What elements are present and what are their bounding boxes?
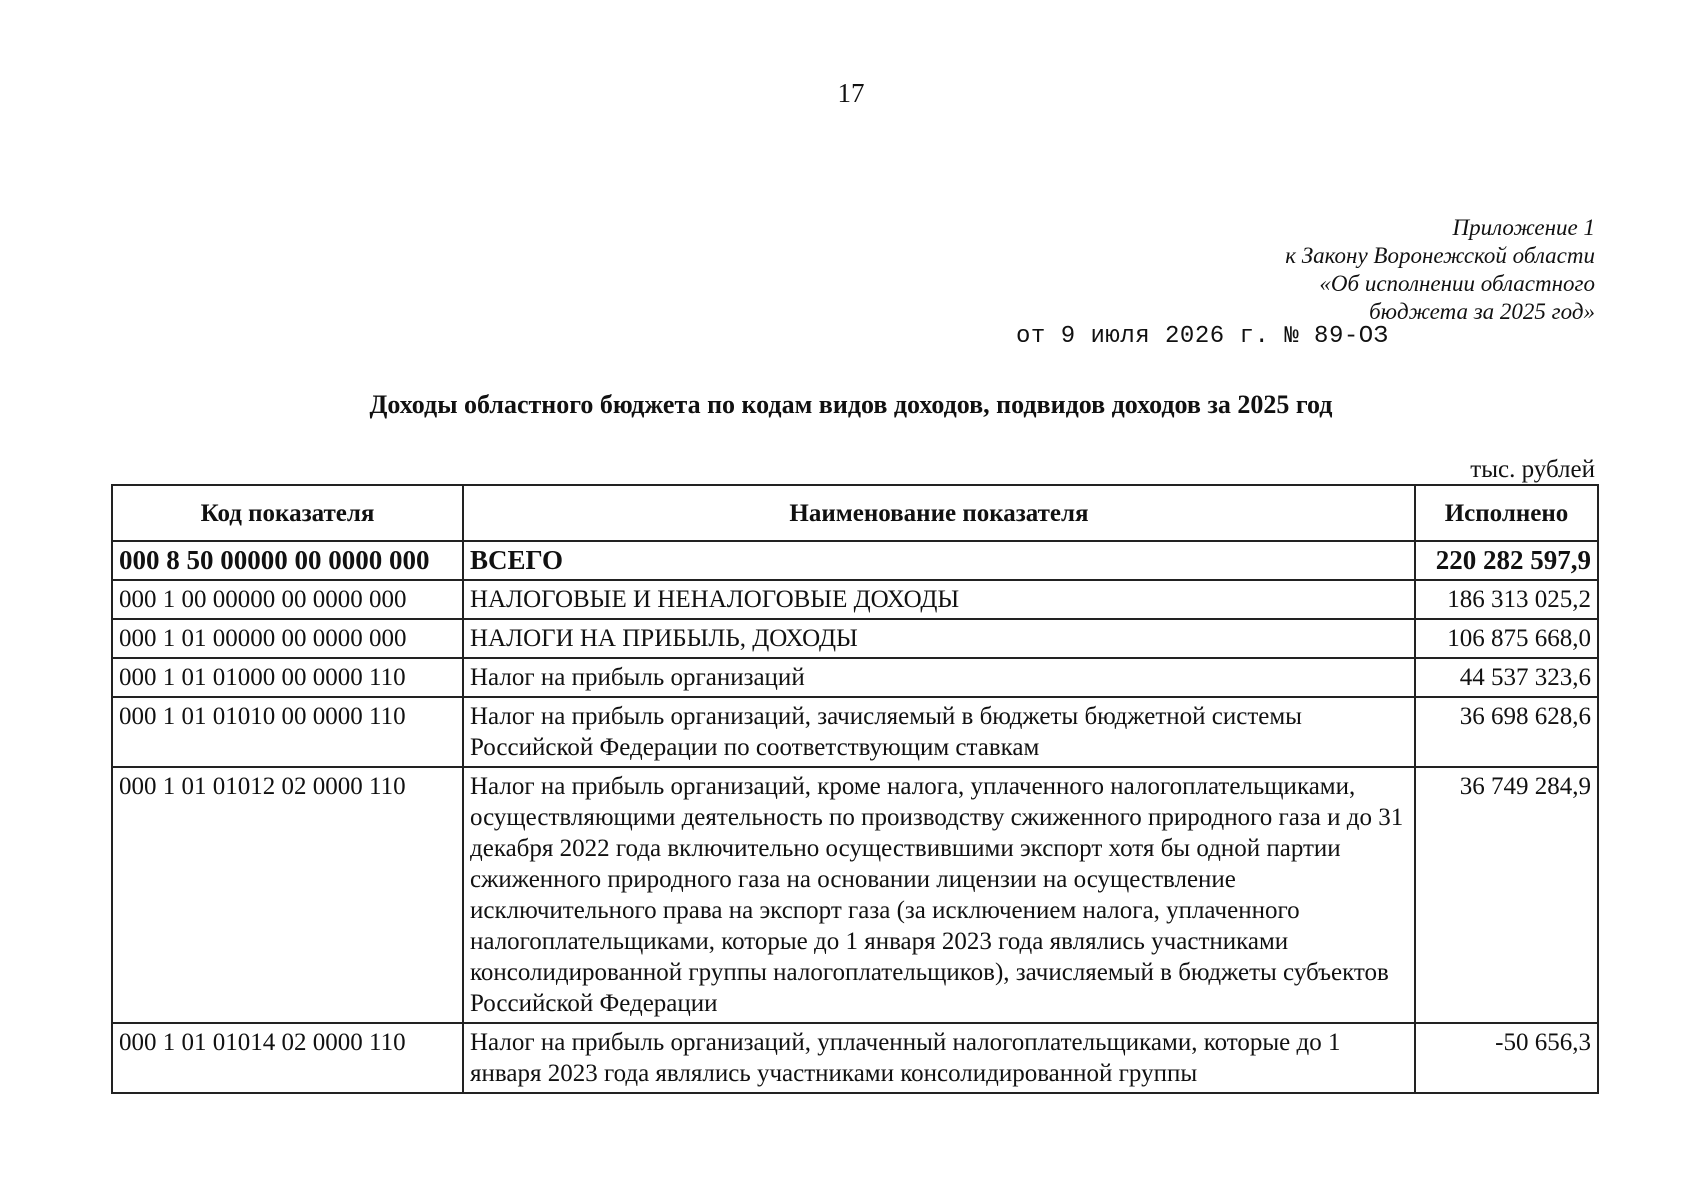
cell-code: 000 1 01 01010 00 0000 110 bbox=[112, 697, 463, 767]
appendix-line: Приложение 1 bbox=[1452, 215, 1595, 240]
cell-value: 44 537 323,6 bbox=[1415, 658, 1598, 697]
cell-name: Налог на прибыль организаций bbox=[463, 658, 1415, 697]
cell-code: 000 1 01 01012 02 0000 110 bbox=[112, 767, 463, 1023]
header-name: Наименование показателя bbox=[463, 485, 1415, 541]
appendix-block bbox=[1285, 214, 1595, 326]
header-value: Исполнено bbox=[1415, 485, 1598, 541]
table-row bbox=[112, 697, 1598, 767]
appendix-line: «Об исполнении областного bbox=[1319, 271, 1595, 296]
cell-code: 000 1 01 00000 00 0000 000 bbox=[112, 619, 463, 658]
header-code: Код показателя bbox=[112, 485, 463, 541]
cell-code: 000 1 00 00000 00 0000 000 bbox=[112, 580, 463, 619]
law-date-line: от 9 июля 2026 г. № 89-ОЗ bbox=[1016, 323, 1389, 350]
cell-value: 36 698 628,6 bbox=[1415, 697, 1598, 767]
cell-code: 000 8 50 00000 00 0000 000 bbox=[112, 541, 463, 580]
appendix-line: бюджета за 2025 год» bbox=[1369, 299, 1595, 324]
table-header-row bbox=[112, 485, 1598, 541]
document-title: Доходы областного бюджета по кодам видов доходов, подвидов доходов за 2025 год bbox=[369, 390, 1333, 419]
cell-value: 220 282 597,9 bbox=[1415, 541, 1598, 580]
cell-name: Налог на прибыль организаций, уплаченный налогоплательщиками, которые до 1 января 2023 года являлись участниками консолидированной группы bbox=[463, 1023, 1415, 1093]
income-table bbox=[111, 484, 1599, 1094]
cell-name: НАЛОГИ НА ПРИБЫЛЬ, ДОХОДЫ bbox=[463, 619, 1415, 658]
cell-value: 106 875 668,0 bbox=[1415, 619, 1598, 658]
cell-value: -50 656,3 bbox=[1415, 1023, 1598, 1093]
cell-code: 000 1 01 01000 00 0000 110 bbox=[112, 658, 463, 697]
units-label: тыс. рублей bbox=[1470, 456, 1595, 483]
table-row bbox=[112, 1023, 1598, 1093]
table-row bbox=[112, 658, 1598, 697]
table-row bbox=[112, 541, 1598, 580]
cell-name: Налог на прибыль организаций, зачисляемый в бюджеты бюджетной системы Российской Федерации по соответствующим ставкам bbox=[463, 697, 1415, 767]
table-row bbox=[112, 767, 1598, 1023]
cell-value: 36 749 284,9 bbox=[1415, 767, 1598, 1023]
cell-name: ВСЕГО bbox=[463, 541, 1415, 580]
cell-value: 186 313 025,2 bbox=[1415, 580, 1598, 619]
cell-code: 000 1 01 01014 02 0000 110 bbox=[112, 1023, 463, 1093]
cell-name: Налог на прибыль организаций, кроме налога, уплаченного налогоплательщиками, осуществляющими деятельность по производству сжиженного природного газа и до 31 декабря 2022 года включительно осуществившими экспорт хотя бы одной партии сжиженного природного газа на основании лицензии на осуществление исключительного права на экспорт газа (за исключением налога, уплаченного налогоплательщиками, которые до 1 января 2023 года являлись участниками консолидированной группы налогоплательщиков), зачисляемый в бюджеты субъектов Российской Федерации bbox=[463, 767, 1415, 1023]
cell-name: НАЛОГОВЫЕ И НЕНАЛОГОВЫЕ ДОХОДЫ bbox=[463, 580, 1415, 619]
table-row bbox=[112, 619, 1598, 658]
appendix-line: к Закону Воронежской области bbox=[1285, 243, 1595, 268]
table-row bbox=[112, 580, 1598, 619]
page-number: 17 bbox=[837, 78, 865, 108]
